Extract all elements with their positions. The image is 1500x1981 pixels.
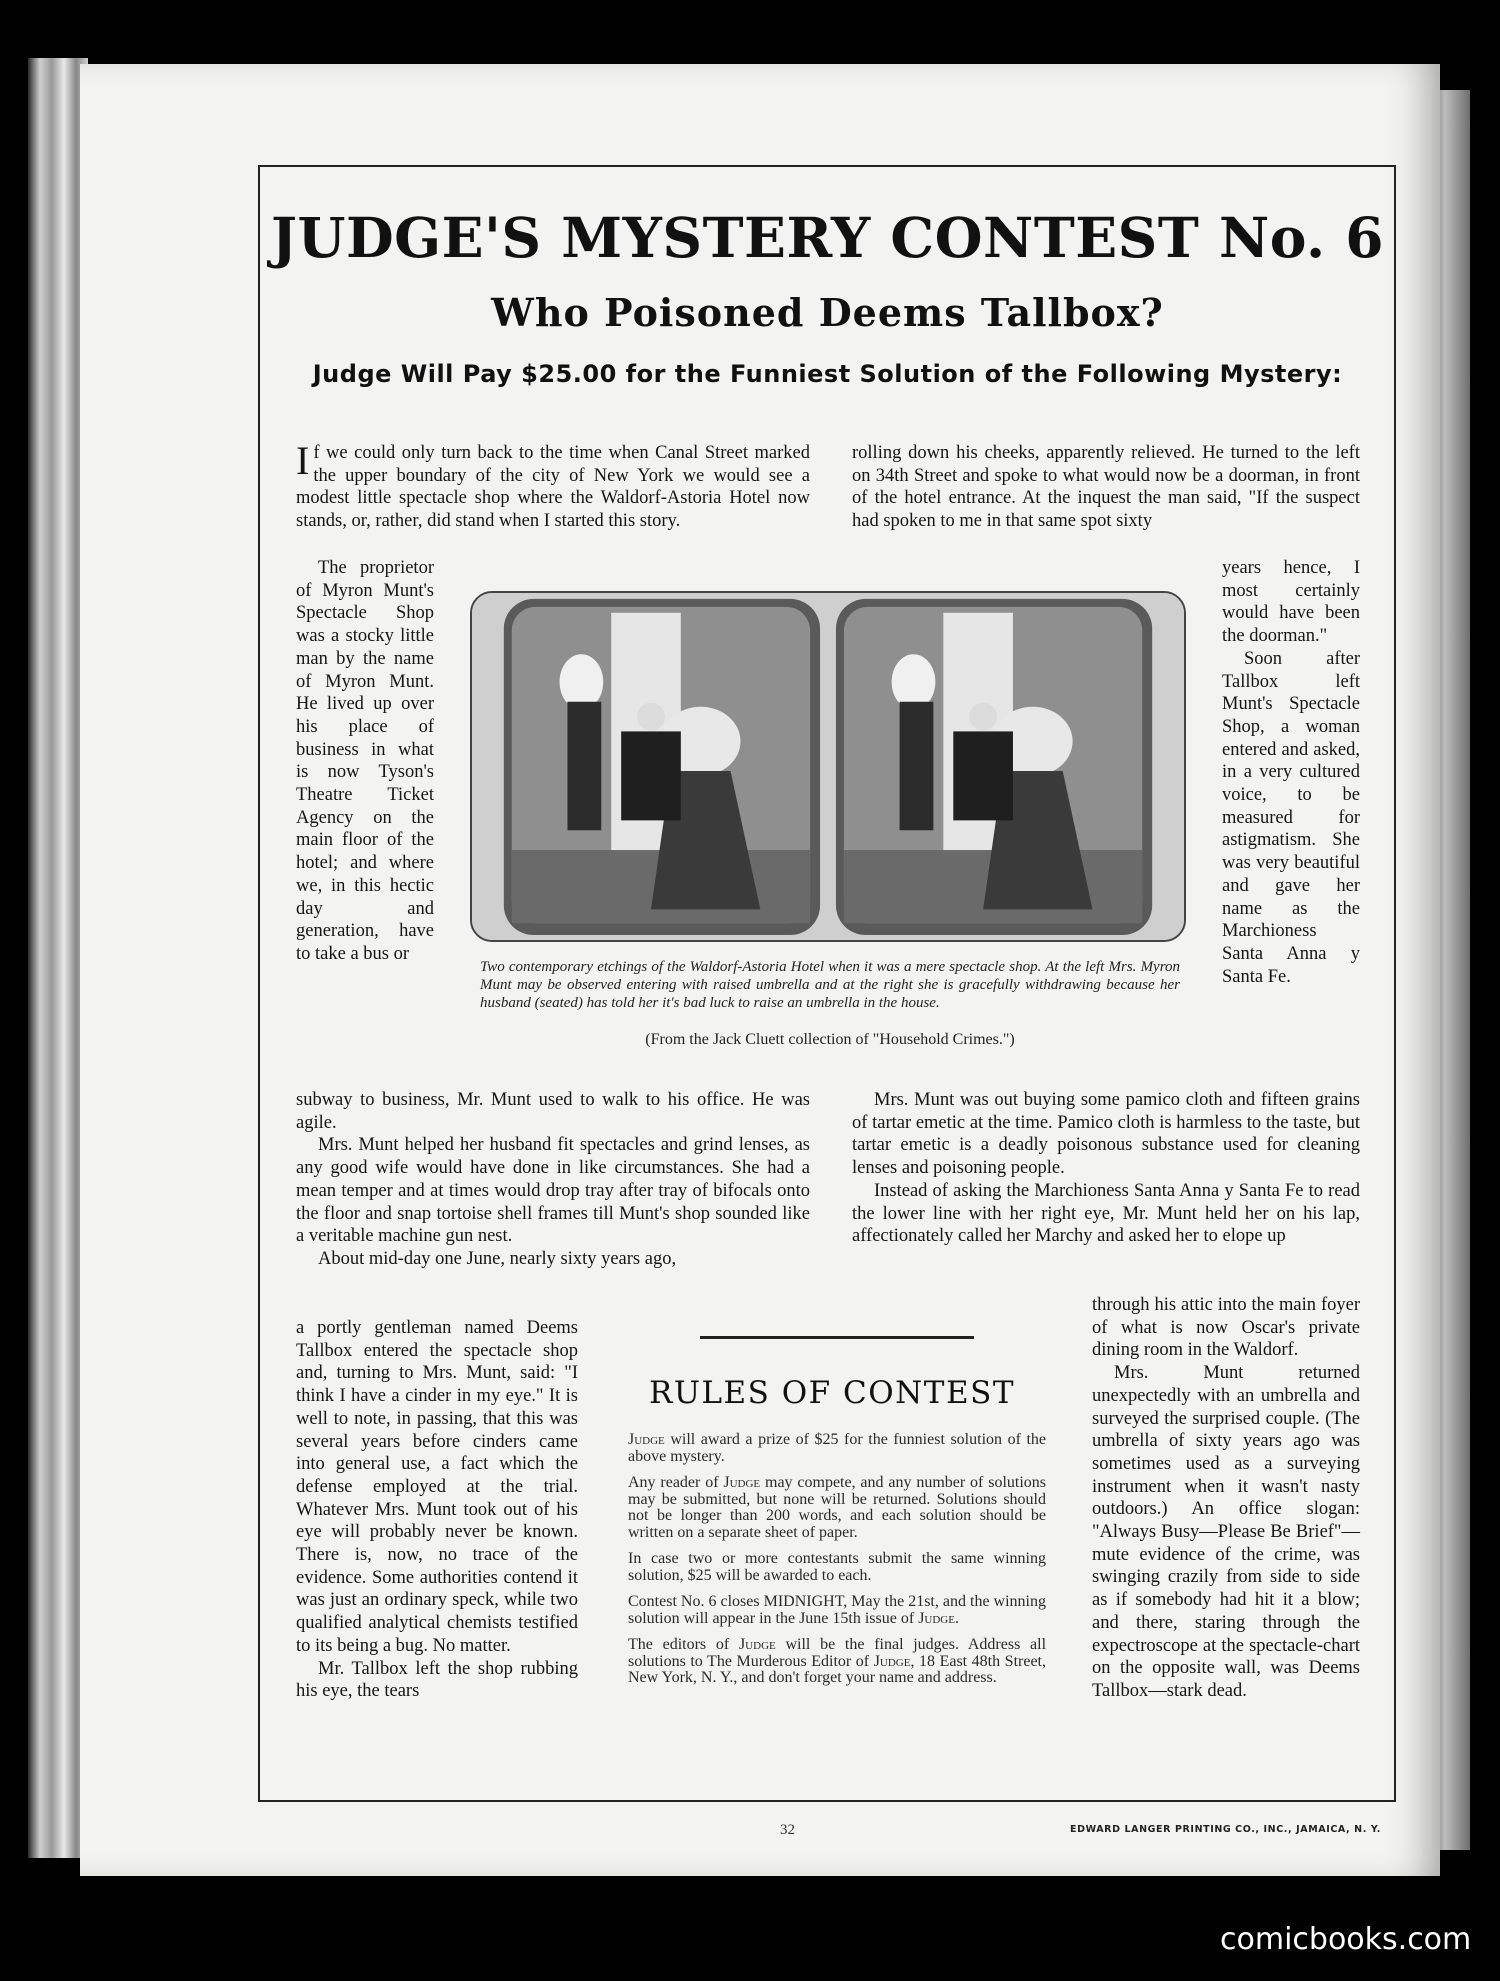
rule-eligibility: Any reader of Judge may compete, and any number of solutions may be submitted, but none will be returned. Solutions should not be longer than 200 words, and each solution should be written on a separate sheet of paper. (628, 1474, 1046, 1541)
rule-tie: In case two or more contestants submit the same winning solution, $25 will be awarded to each. (628, 1550, 1046, 1584)
right-column-bottom (1092, 1294, 1360, 1703)
stereograph-photo (470, 591, 1186, 942)
paragraph-attic: through his attic into the main foyer of what is now Oscar's private dining room in the Waldorf. (1092, 1295, 1360, 1361)
dropcap: I (296, 438, 310, 483)
rule-address: The editors of Judge will be the final judges. Address all solutions to The Murderous Editor of Judge, 18 East 48th Street, New York, N. Y., and don't forget your name and address. (628, 1636, 1047, 1686)
right-narrow-column (1222, 557, 1360, 1087)
left-column-bottom (296, 1317, 578, 1703)
paragraph-marchioness: Soon after Tallbox left Munt's Spectacle Shop, a woman entered and asked, in a very cultured voice, to be measured for astigmatism. She was very beautiful and gave her name as the Marchioness Santa Anna y Santa Fe. (1222, 648, 1360, 987)
contest-deck: Judge Will Pay $25.00 for the Funniest Solution of the Following Mystery: (312, 360, 1343, 388)
paragraph-tallbox-enters: a portly gentleman named Deems Tallbox entered the spectacle shop and, turning to Mrs. Munt, said: "I think I have a cinder in my eye." It is well to note, in passing, that this was several years before cinders came into general use, a fact which the defense employed at the trial. Whatever Mrs. Munt took out of his eye will probably never be known. There is, now, no trace of the evidence. Some authorities contend it was just an ordinary speck, while two qualified analytical chemists testified to its being a bug. No matter. (296, 1318, 578, 1656)
site-watermark: comicbooks.com (1220, 1922, 1472, 1957)
rules-divider (700, 1336, 974, 1339)
intro-paragraph (296, 438, 810, 533)
photo-credit: (From the Jack Cluett collection of "Household Crimes.") (645, 1031, 1015, 1048)
paragraph-doorman: years hence, I most certainly would have been the doorman." (1222, 558, 1360, 647)
photo-caption: Two contemporary etchings of the Waldorf-Astoria Hotel when it was a mere spectacle shop. At the left Mrs. Myron Munt may be observed entering with raised umbrella and at the right she is gracefully withdrawing because her husband (seated) has told her it's bad luck to raise an umbrella in the house. (480, 959, 1180, 1011)
paragraph-pamico: Mrs. Munt was out buying some pamico cloth and fifteen grains of tartar emetic at the time. Pamico cloth is harmless to the taste, but tartar emetic is a deadly poisonous substance used for cleaning lenses and poisoning people. (852, 1090, 1360, 1179)
left-column-middle (296, 1089, 810, 1271)
paragraph-proprietor: The proprietor of Myron Munt's Spectacle Shop was a stocky little man by the name of Myron Munt. He lived up over his place of business in what is now Tyson's Theatre Ticket Agency on the main floor of the hotel; and where we, in this hectic day and generation, have to take a bus or (296, 558, 434, 964)
book-page-edges (28, 58, 88, 1858)
rule-deadline: Contest No. 6 closes MIDNIGHT, May the 21st, and the winning solution will appear in the June 15th issue of Judge. (628, 1593, 1046, 1627)
paragraph-mrs-munt: Mrs. Munt helped her husband fit spectacles and grind lenses, as any good wife would have done in like circumstances. She had a mean temper and at times would drop tray after tray of bifocals onto the floor and snap tortoise shell frames till Munt's shop sounded like a veritable machine gun nest. (296, 1135, 810, 1247)
printer-credit: EDWARD LANGER PRINTING CO., INC., JAMAICA, N. Y. (1070, 1824, 1381, 1835)
right-column-top: rolling down his cheeks, apparently relieved. He turned to the left on 34th Street and spoke to what would now be a doorman, in front of the hotel entrance. At the inquest the man said, "If the suspect had spoken to me in that same spot sixty (852, 443, 1360, 532)
page-number: 32 (780, 1822, 795, 1838)
paragraph-marchy: Instead of asking the Marchioness Santa Anna y Santa Fe to read the lower line with her right eye, Mr. Munt held her on his lap, affectionately called her Marchy and asked her to elope up (852, 1180, 1360, 1247)
rules-heading: RULES OF CONTEST (648, 1375, 1016, 1411)
left-narrow-column (296, 557, 434, 1087)
right-column-middle (852, 1089, 1360, 1248)
paragraph-stark-dead: Mrs. Munt returned unexpectedly with an umbrella and surveyed the surprised couple. (The umbrella of sixty years ago was sometimes used as a surveying instrument when it wasn't nasty outdoors.) An office slogan: "Always Busy—Please Be Brief"—mute evidence of the crime, was swinging crazily from side to side as if somebody had hit it a blow; and there, staring through the expectroscope at the spectacle-chart on the opposite wall, was Deems Tallbox—stark dead. (1092, 1363, 1360, 1701)
stereograph-image (472, 593, 1184, 940)
page-subtitle: Who Poisoned Deems Tallbox? (491, 290, 1164, 335)
page-title: JUDGE'S MYSTERY CONTEST No. 6 (270, 205, 1385, 270)
paragraph-tallbox-leaves: Mr. Tallbox left the shop rubbing his eye, the tears (296, 1658, 578, 1702)
rules-body (628, 1432, 1046, 1697)
rule-prize: Judge will award a prize of $25 for the funniest solution of the above mystery. (628, 1431, 1047, 1465)
paragraph-subway: subway to business, Mr. Munt used to walk to his office. He was agile. (296, 1090, 810, 1133)
paragraph-mid-day: About mid-day one June, nearly sixty years ago, (318, 1248, 677, 1269)
intro-text: f we could only turn back to the time when Canal Street marked the upper boundary of the city of New York we would see a modest little spectacle shop where the Waldorf-Astoria Hotel now stands, or, rather, did stand when I started this story. (296, 443, 810, 532)
